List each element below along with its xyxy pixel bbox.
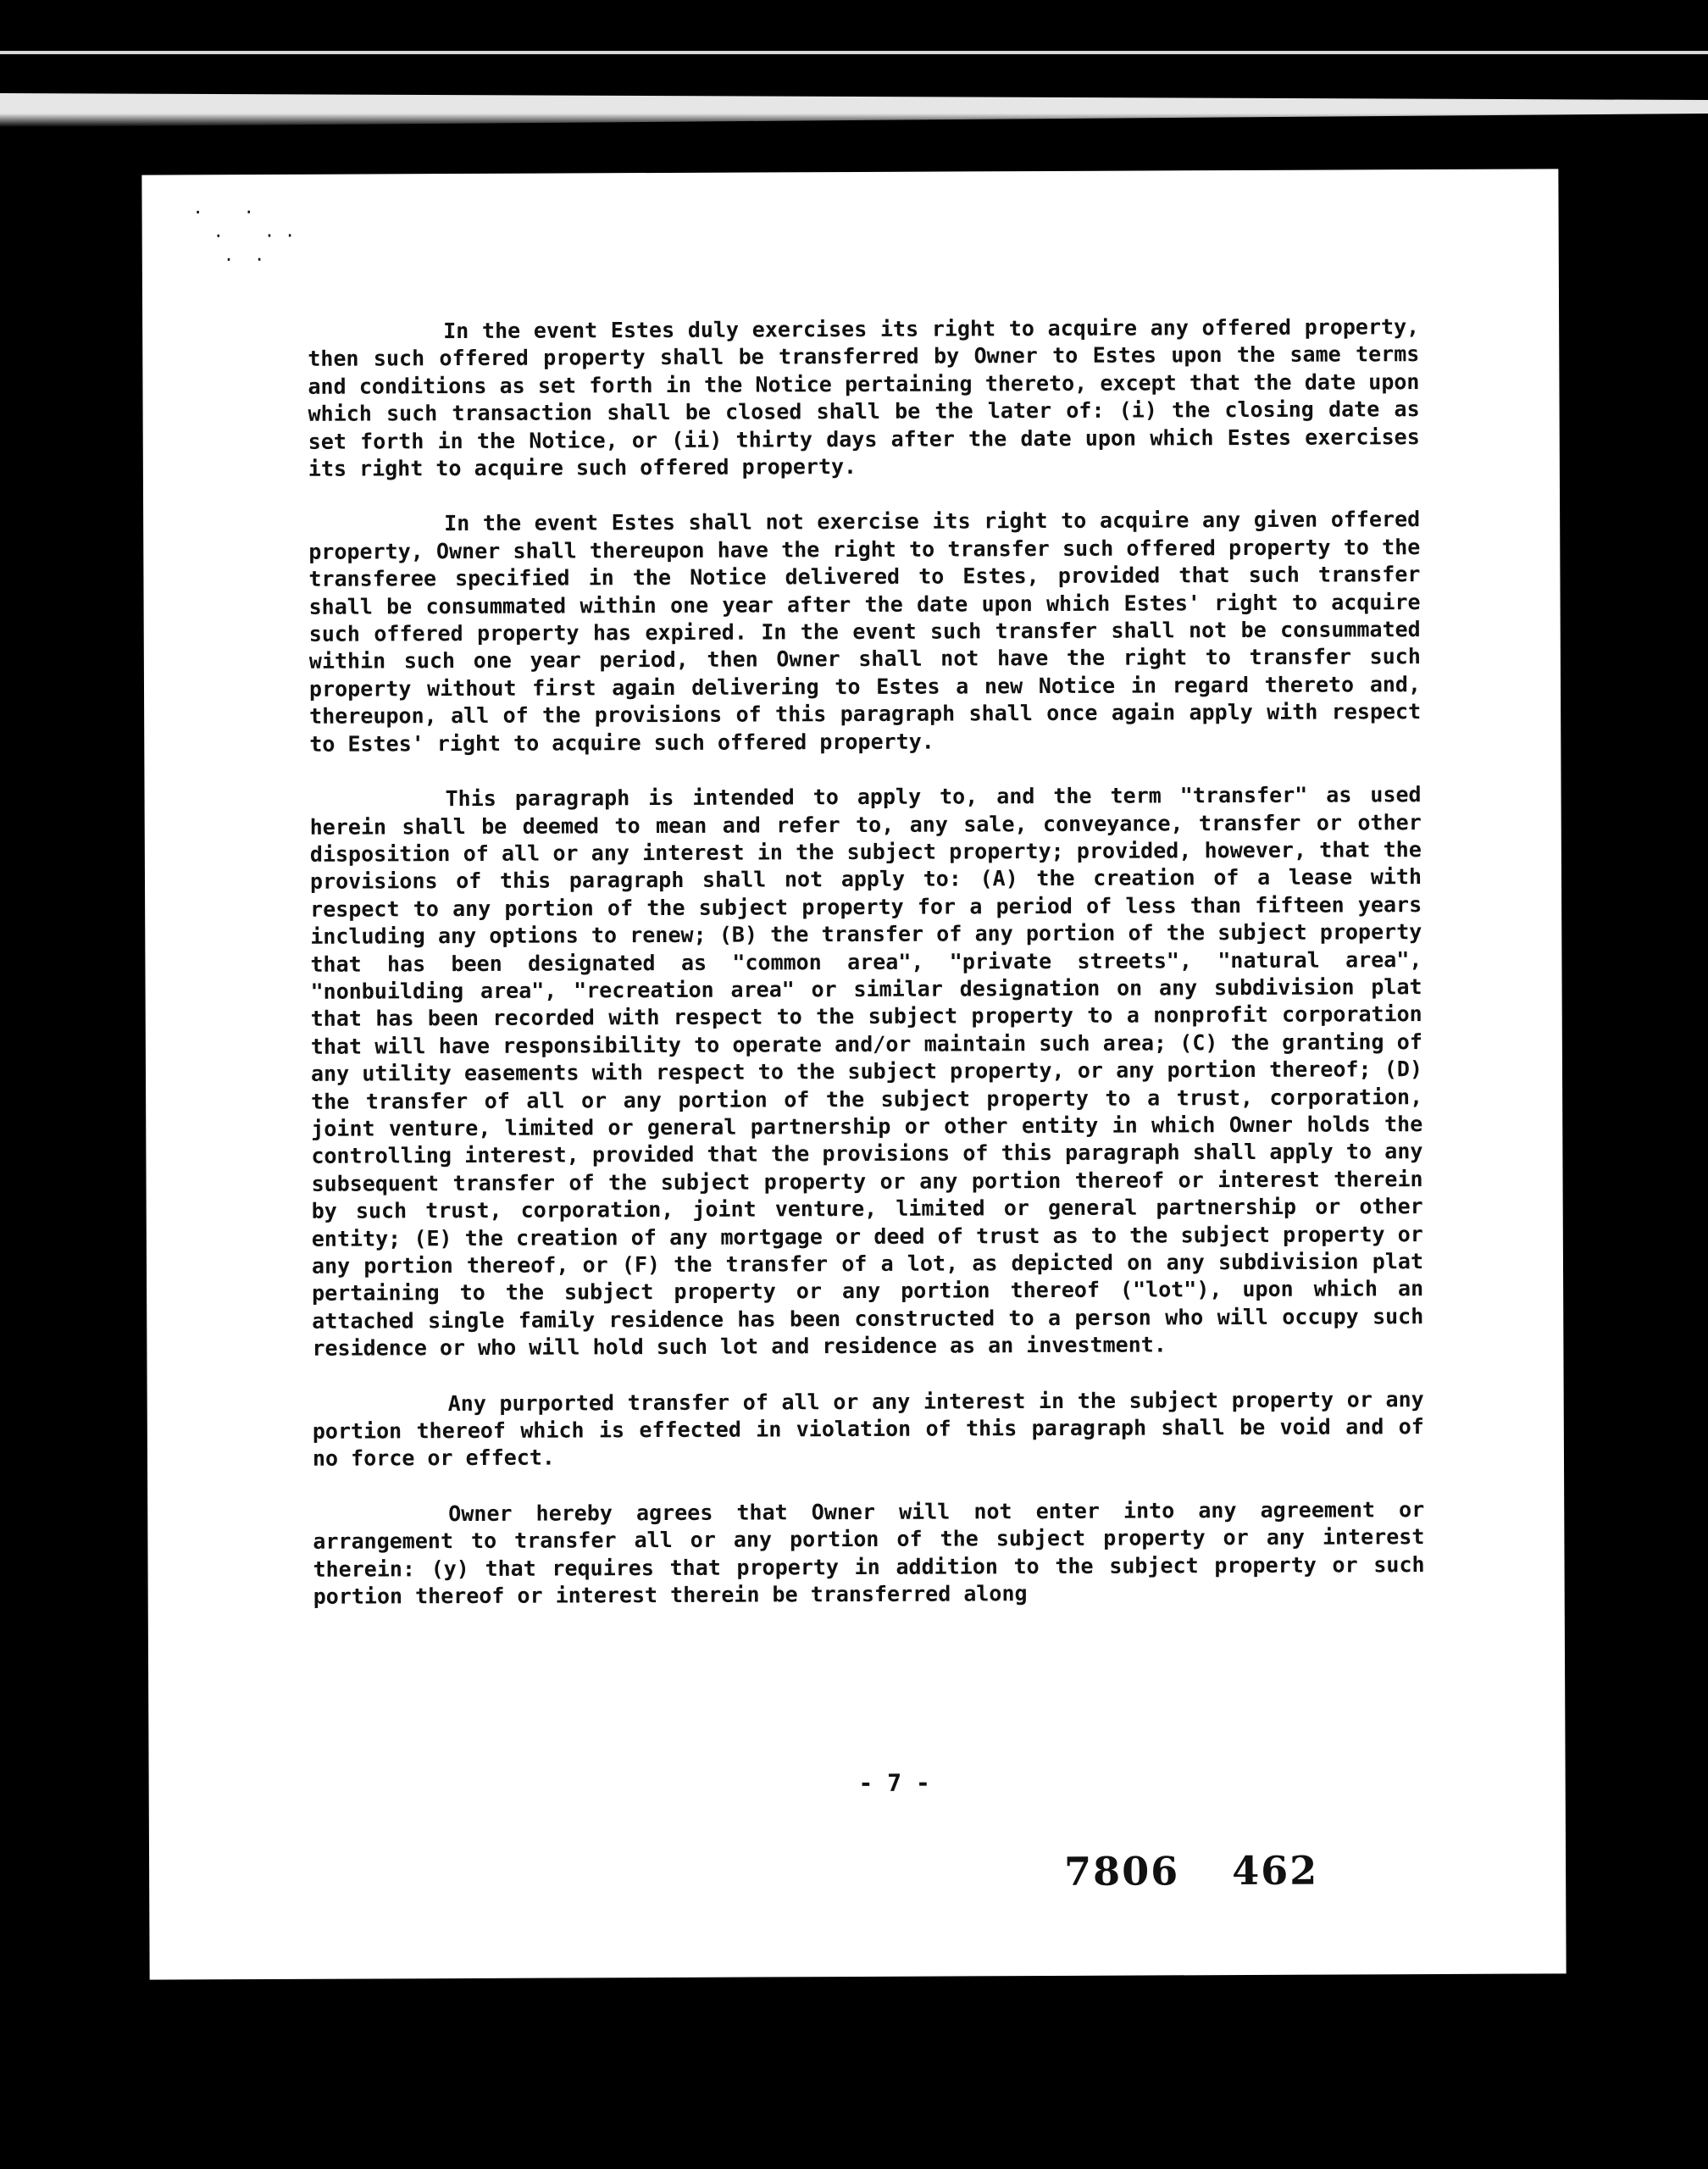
paragraph-not-exercise-right: In the event Estes shall not exercise its right to acquire any given offered property, Owner shall thereupon have the right to transfer such offered property to the transferee specified in the Notice delivered to Estes, provided that such transfer shall be consummated within one year after the date upon which Estes' right to acquire such offered property has expired. In the event such transfer shall not be consummated within such one year period, then Owner shall not have the right to transfer such property without first again delivering to Estes a new Notice in regard thereto and, thereupon, all of the provisions of this paragraph shall once again apply with respect to Estes' right to acquire such offered property. (308, 507, 1422, 757)
scan-edge-line (0, 51, 1708, 54)
recording-stamp (1064, 1847, 1371, 1894)
scan-specks: · · · · · · · (192, 202, 296, 270)
recording-book-number: 7806 (1063, 1848, 1180, 1894)
recording-page-number: 462 (1232, 1847, 1319, 1894)
paragraph-transfer-definition: This paragraph is intended to apply to, and the term "transfer" as used herein shall be deemed to mean and refer to, any sale, conveyance, transfer or other disposition of all or any interest in the subject property; provided, however, that the provisions of this paragraph shall not apply to: (A) the creation of a lease with respect to any portion of the subject property for a period of less than fifteen years including any options to renew; (B) the transfer of any portion of the subject property that has been designated as "common area", "private streets", "natural area", "nonbuilding area", "recreation area" or similar designation on any subdivision plat that has been recorded with respect to the subject property to a nonprofit corporation that will have responsibility to operate and/or maintain such area; (C) the granting of any utility easements with respect to the subject property, or any portion thereof; (D) the transfer of all or any portion of the subject property to a trust, corporation, joint venture, limited or general partnership or other entity in which Owner holds the controlling interest, provided that the provisions of this paragraph shall apply to any subsequent transfer of the subject property or any portion thereof or interest therein by such trust, corporation, joint venture, limited or general partnership or other entity; (E) the creation of any mortgage or deed of trust as to the subject property or any portion thereof, or (F) the transfer of a lot, as depicted on any subdivision plat pertaining to the subject property or any portion thereof ("lot"), upon which an attached single family residence has been constructed to a person who will occupy such residence or who will hold such lot and residence as an investment. (309, 782, 1424, 1362)
paragraph-void-transfer: Any purported transfer of all or any interest in the subject property or any portion thereof which is effected in violation of this paragraph shall be void and of no force or effect. (312, 1386, 1424, 1472)
paragraph-exercise-right: In the event Estes duly exercises its right to acquire any offered property, then such offered property shall be transferred by Owner to Estes upon the same terms and conditions as set forth in the Notice pertaining thereto, except that the date upon which such transaction shall be closed shall be the later of: (i) the closing date as set forth in the Notice, or (ii) thirty days after the date upon which Estes exercises its right to acquire such offered property. (308, 314, 1420, 481)
document-body (308, 313, 1425, 1639)
page-number: - 7 - (858, 1768, 930, 1797)
paragraph-owner-agreement: Owner hereby agrees that Owner will not enter into any agreement or arrangement to transfer all or any portion of the subject property or any interest therein: (y) that requires that property in addition to the subject property or such portion thereof or interest therein be transferred along (313, 1496, 1425, 1609)
document-page (141, 169, 1566, 1979)
scan-edge-band (0, 93, 1708, 127)
